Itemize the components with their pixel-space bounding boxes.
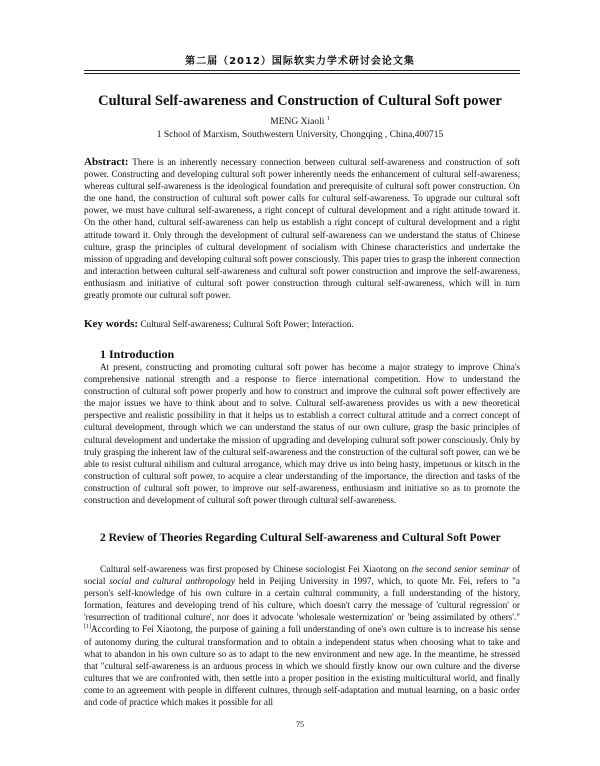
- page-number: 75: [296, 720, 304, 729]
- keywords: [84, 318, 520, 330]
- review-text-a: Cultural self-awareness was first proposed by Chinese sociologist Fei Xiaotong on: [100, 564, 412, 574]
- review-paragraph: [84, 563, 520, 708]
- abstract-label: Abstract:: [84, 156, 129, 168]
- review-italic-seminar: the second senior seminar: [411, 564, 510, 574]
- citation-ref: [1]: [84, 624, 91, 631]
- review-text-c: held in Peijing University in 1997, which, to quote Mr. Fei, refers to "a person's self-knowledge of his own culture in a certain cultural community, a full understanding of the history, formation, features and developing trend of his culture, which doesn't carry the message of 'cultural regression' or 'resurrection of traditional culture', nor does it advocate 'wholesale westernization' or 'being assimilated by others'.": [84, 576, 520, 623]
- section-title: Review of Theories Regarding Cultural Self-awareness and Cultural Soft Power: [108, 532, 501, 544]
- running-header: 第二届（2012）国际软实力学术研讨会论文集: [185, 56, 415, 67]
- section-number: 2: [100, 532, 106, 544]
- author-affiliation-mark: 1: [326, 115, 330, 122]
- header-rule: [84, 70, 520, 74]
- review-text-b: of social: [84, 564, 520, 587]
- introduction-paragraph: At present, constructing and promoting cultural soft power has become a major strategy to improve China's comprehensive national strength and a response to fierce international competition. How to understand the construction of cultural soft power properly and how to construct and improve the cultural soft power effectively are the major issues we have to think about and to solve. Cultural self-awareness provides us with a new theoretical perspective and realistic possibility in that it helps us to establish a correct cultural attitude and a correct concept of cultural development, through which we can understand the status of our own culture, grasp the basic principles of cultural development and undertake the mission of upgrading and developing cultural soft power consciously. Only by truly grasping the inherent law of the cultural self-awareness and the construction of the cultural soft power, can we be able to resist cultural nihilism and cultural arrogance, which may drive us into being hasty, impetuous or kitsch in the construction of cultural soft power, to acquire a clear understanding of the importance, the direction and tasks of the construction of cultural soft power, to improve our self-awareness, enthusiasm and initiative so as to promote the construction and development of cultural soft power through cultural self-awareness.: [84, 362, 520, 506]
- author-line: [80, 117, 520, 127]
- author-name: MENG Xiaoli: [270, 117, 325, 127]
- section-heading-review: [84, 531, 520, 546]
- section-heading-introduction: 1 Introduction: [100, 347, 175, 361]
- abstract: [84, 156, 520, 301]
- review-italic-anthropology: social and cultural anthropology: [109, 576, 235, 587]
- review-text-d: According to Fei Xiaotong, the purpose of gaining a full understanding of one's own culture is to increase his sense of autonomy during the cultural transformation and to obtain a independent status when choosing what to take and what to abandon in his own culture so as to adapt to the new environment and new age. In the meantime, he stressed that "cultural self-awareness is an arduous process in which we should firstly know our own culture and the diverse cultures that we are confronted with, then settle into a proper position in the existing multicultural world, and finally come to an agreement with people in different cultures, through self-adaptation and mutual learning, on a basic order and code of practice which makes it possible for all: [84, 624, 520, 708]
- author-affiliation: 1 School of Marxism, Southwestern University, Chongqing , China,400715: [156, 130, 444, 140]
- keywords-label: Key words:: [84, 318, 139, 330]
- keywords-text: Cultural Self-awareness; Cultural Soft Power; Interaction.: [140, 319, 354, 329]
- paper-title: Cultural Self-awareness and Construction of Cultural Soft power: [98, 93, 502, 109]
- abstract-text: There is an inherently necessary connection between cultural self-awareness and construction of soft power. Constructing and developing cultural soft power inherently needs the enhancement of cultural self-awareness, whereas cultural self-awareness is the ideological foundation and prerequisite of cultural soft power construction. On the one hand, the construction of cultural soft power calls for cultural self-awareness. To upgrade our cultural soft power, we must have cultural self-awareness, a right concept of cultural development and a right attitude toward it. On the other hand, cultural self-awareness can help us establish a right concept of cultural development and a right attitude toward it. Only through the development of cultural self-awareness can we understand the status of Chinese culture, grasp the principles of cultural development of socialism with Chinese characteristics and undertake the mission of upgrading and developing cultural soft power consciously. This paper tries to grasp the inherent connection and interaction between cultural self-awareness and cultural soft power construction and improve the self-awareness, enthusiasm and initiative of cultural soft power construction through cultural self-awareness, which will in turn greatly promote our cultural soft power.: [84, 157, 520, 301]
